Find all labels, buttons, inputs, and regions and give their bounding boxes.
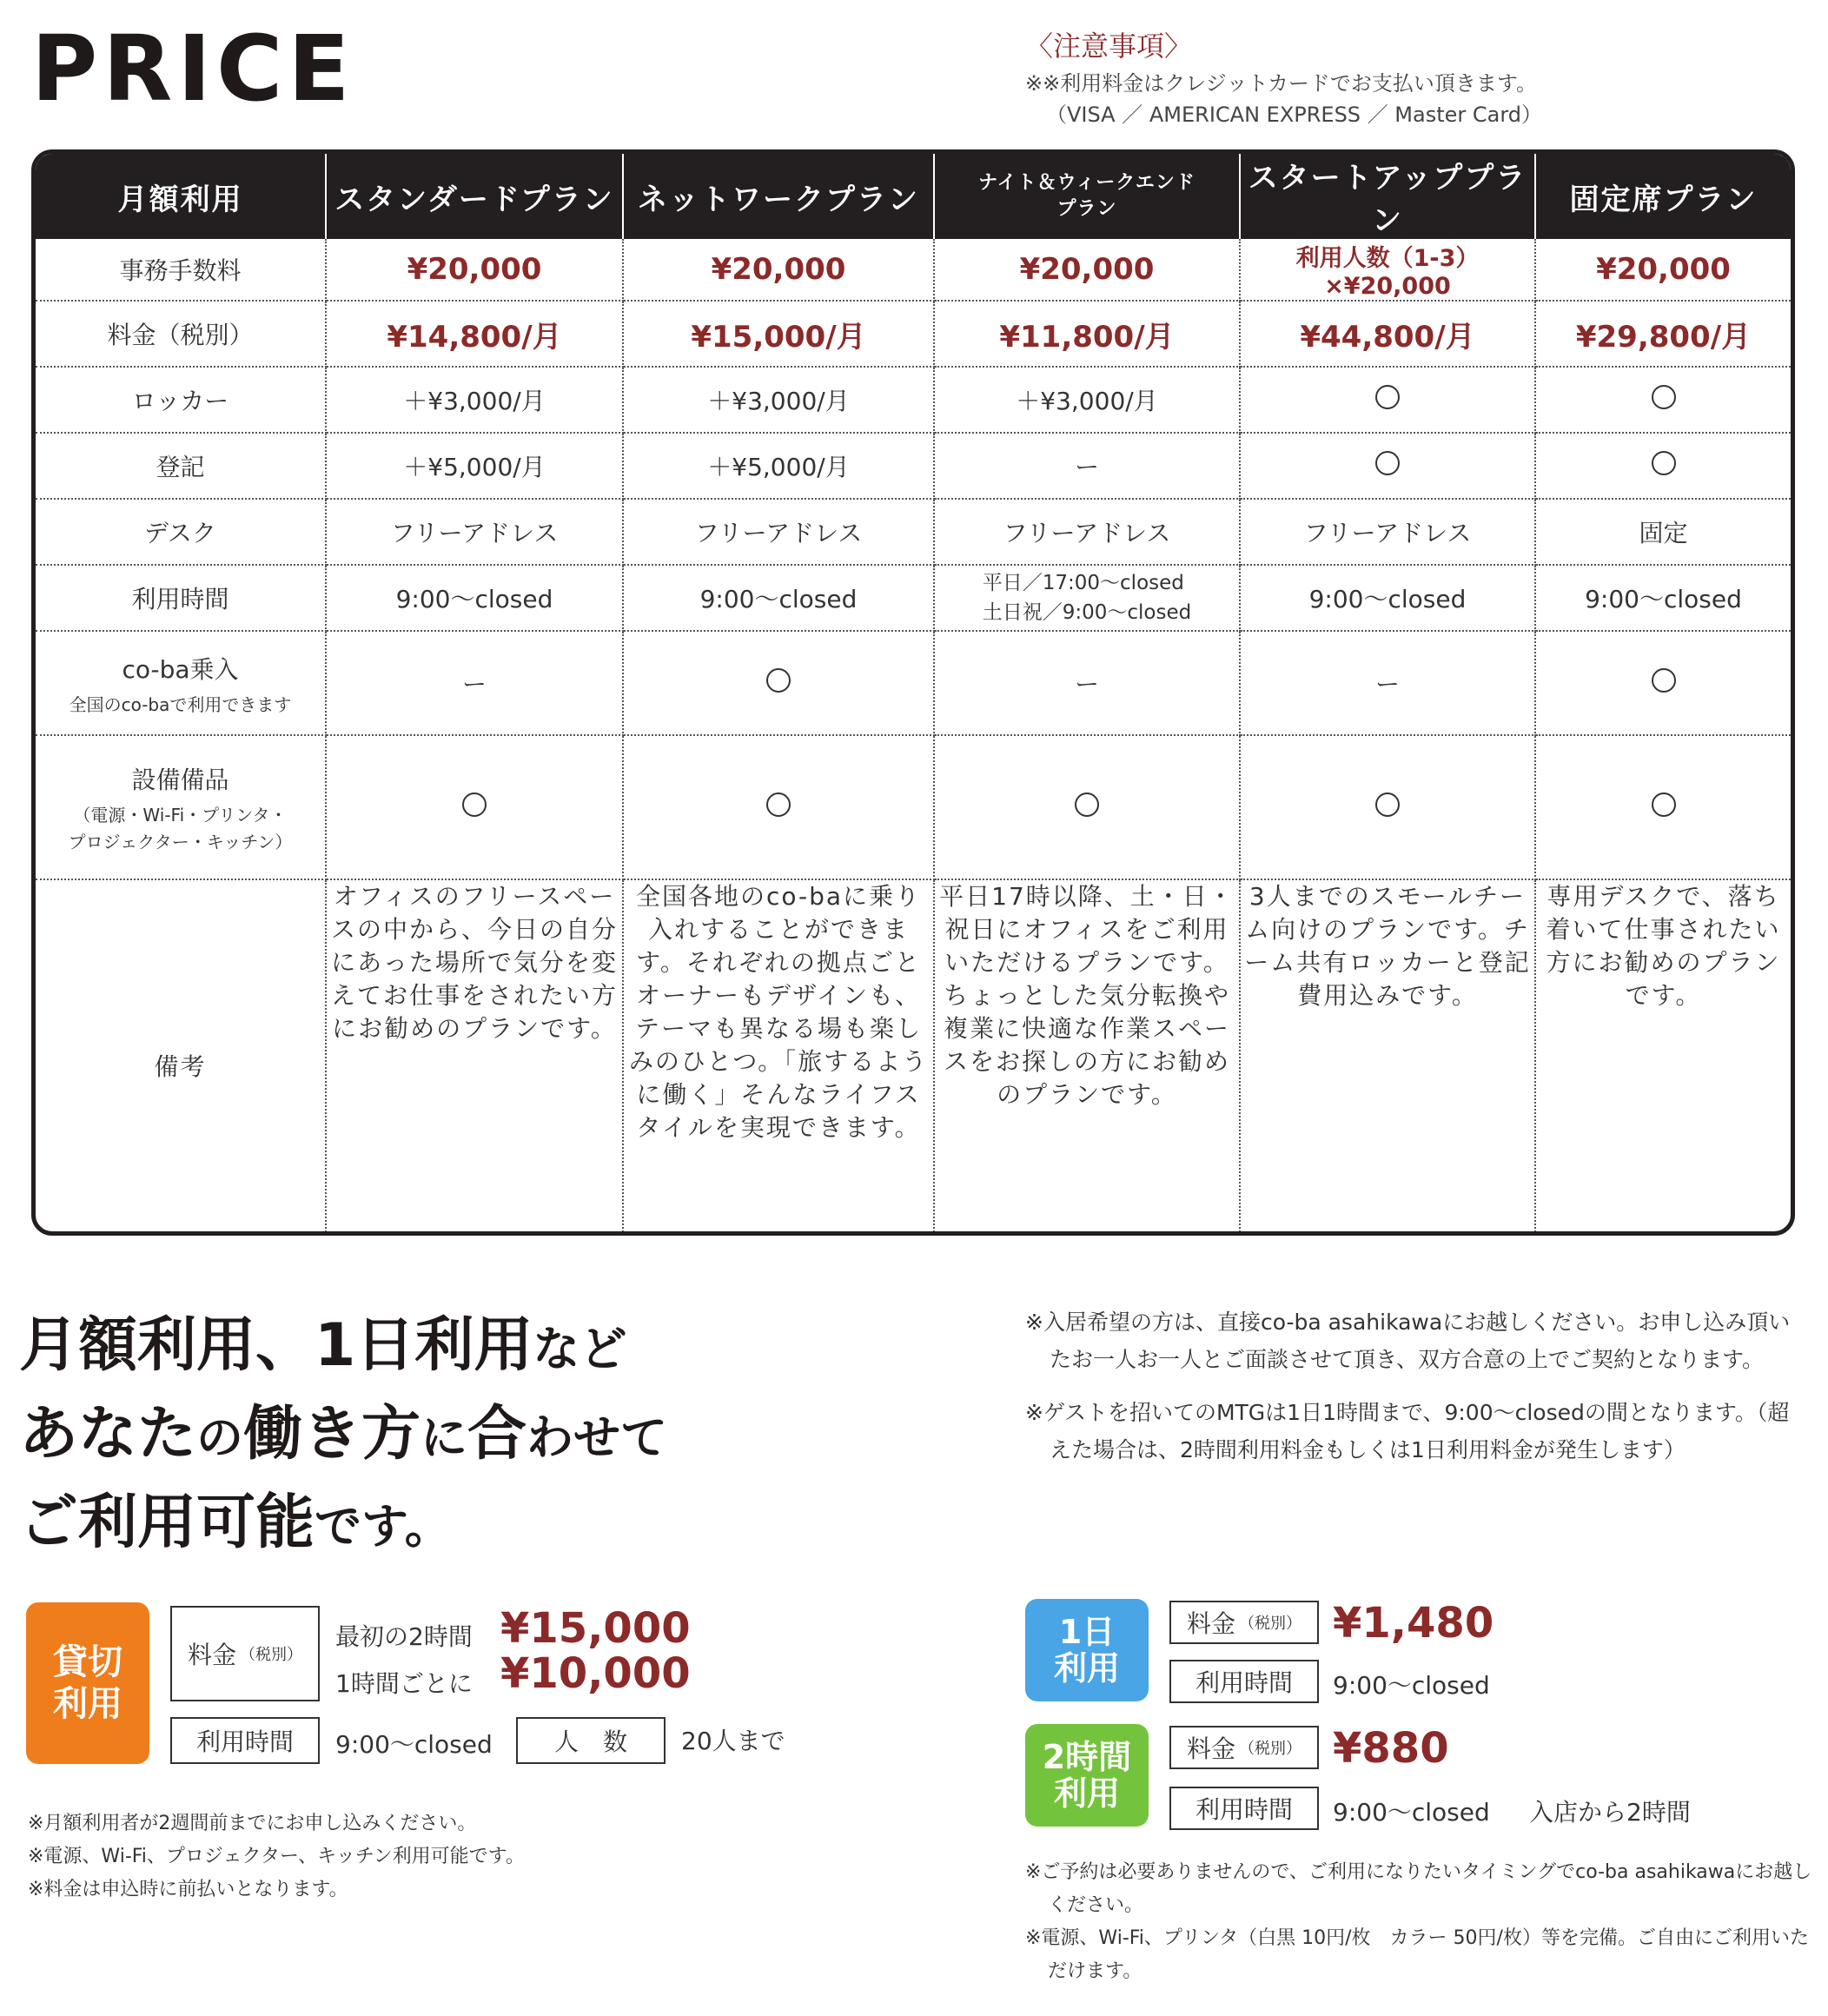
plan-header: ネットワークプラン — [623, 154, 934, 239]
cell — [1535, 631, 1791, 735]
cell: フリーアドレス — [934, 499, 1240, 565]
box-label-small: （税別） — [1239, 1615, 1301, 1633]
circle-icon — [1375, 385, 1400, 409]
badge-text: 利用 — [53, 1684, 123, 1724]
plan-header: スタートアッププラン — [1240, 154, 1535, 239]
row-label-main: co-ba乗入 — [122, 654, 239, 684]
charter-hourly-price: ¥10,000 — [500, 1649, 691, 1698]
day-hours-value: 9:00〜closed — [1333, 1671, 1490, 1700]
cell: ¥29,800/月 — [1535, 301, 1791, 367]
row-label-main: 設備備品 — [131, 766, 229, 794]
cell: ー — [934, 433, 1240, 499]
circle-icon — [1375, 792, 1400, 817]
remark-cell: 全国各地のco-baに乗り入れすることができます。それぞれの拠点ごとオーナーもデザインも、テーマも異なる場も楽しみのひとつ。「旅するように働く」そんなライフスタイルを実現できます。 — [623, 879, 934, 1236]
badge-text: 利用 — [1053, 1774, 1120, 1813]
plan-header — [934, 154, 1240, 239]
tagline-text: あなた — [19, 1400, 197, 1469]
cell — [623, 735, 934, 879]
conditions — [1025, 1303, 1807, 1484]
cell: ＋¥3,000/月 — [934, 367, 1240, 433]
charter-people-label: 人 数 — [516, 1717, 666, 1764]
two-fee-label — [1169, 1726, 1319, 1769]
row-label: 備考 — [36, 879, 326, 1236]
table-row — [36, 433, 1791, 499]
tagline-text: 働き方 — [243, 1400, 421, 1469]
two-hours-extra: 入店から2時間 — [1529, 1798, 1691, 1827]
circle-icon — [766, 668, 791, 693]
charter-hours-value: 9:00〜closed — [335, 1730, 493, 1759]
box-label: 料金 — [1186, 1734, 1235, 1763]
two-hours-label: 利用時間 — [1169, 1787, 1319, 1830]
cell — [934, 735, 1240, 879]
circle-icon — [1652, 668, 1676, 693]
cell: 利用人数（1-3）×¥20,000 — [1240, 239, 1535, 301]
charter-hourly-label: 1時間ごとに — [335, 1669, 473, 1698]
cell: 9:00〜closed — [326, 565, 623, 631]
notice-heading: 〈注意事項〉 — [1025, 30, 1193, 63]
note-item: ※料金は申込時に前払いとなります。 — [28, 1879, 348, 1900]
note-item: ※電源、Wi-Fi、プリンタ（白黒 10円/枚 カラー 50円/枚）等を完備。ご自由にご利用いただけます。 — [1025, 1927, 1809, 1982]
tagline-text: です。 — [315, 1499, 452, 1554]
two-hours-value: 9:00〜closed — [1333, 1798, 1490, 1827]
cell: ＋¥5,000/月 — [623, 433, 934, 499]
plan-header: 固定席プラン — [1535, 154, 1791, 239]
charter-first-label: 最初の2時間 — [335, 1622, 473, 1651]
badge-text: 2時間 — [1042, 1738, 1132, 1776]
row-label: 事務手数料 — [36, 239, 326, 301]
notice-block — [1025, 24, 1807, 130]
plan-header: スタンダードプラン — [326, 154, 623, 239]
cell: ¥20,000 — [326, 239, 623, 301]
cell: フリーアドレス — [326, 499, 623, 565]
tagline-text: 合 — [467, 1400, 527, 1469]
cell — [1240, 367, 1535, 433]
remark-cell: 平日17時以降、土・日・祝日にオフィスをご利用いただけるプランです。ちょっとした気分転換や複業に快適な作業スペースをお探しの方にお勧めのプランです。 — [934, 879, 1240, 1236]
hours-weekend: 土日祝／9:00〜closed — [982, 601, 1192, 624]
box-label: 料金 — [1186, 1609, 1235, 1638]
cell: ¥11,800/月 — [934, 301, 1240, 367]
notice-line: ※※利用料金はクレジットカードでお支払い頂きます。 — [1025, 71, 1537, 96]
cell: ¥20,000 — [934, 239, 1240, 301]
badge-text: 1日 — [1058, 1613, 1116, 1651]
cell — [934, 565, 1240, 631]
badge-text: 貸切 — [53, 1642, 123, 1682]
circle-icon — [1075, 792, 1099, 817]
charter-hours-label: 利用時間 — [170, 1717, 320, 1764]
bottom-notes — [1025, 1856, 1816, 1988]
cell — [1240, 735, 1535, 879]
page-title: PRICE — [31, 16, 355, 122]
badge-text: 利用 — [1053, 1649, 1120, 1688]
cell: 9:00〜closed — [1535, 565, 1791, 631]
cell: ー — [1240, 631, 1535, 735]
box-label-small: （税別） — [240, 1646, 302, 1664]
table-row — [36, 735, 1791, 879]
cell — [1535, 367, 1791, 433]
cell: 9:00〜closed — [1240, 565, 1535, 631]
row-label: 料金（税別） — [36, 301, 326, 367]
remark-cell: 3人までのスモールチーム向けのプランです。チーム共有ロッカーと登記費用込みです。 — [1240, 879, 1535, 1236]
row-label-sub: 全国のco-baで利用できます — [69, 693, 292, 715]
row-label — [36, 631, 326, 735]
condition-item: ※ゲストを招いてのMTGは1日1時間まで、9:00〜closedの間となります。（超えた場合は、2時間利用料金もしくは1日利用料金が発生します） — [1025, 1400, 1790, 1462]
charter-people-value: 20人まで — [681, 1727, 785, 1755]
note-item: ※月額利用者が2週間前までにお申し込みください。 — [28, 1813, 477, 1834]
day-fee-label — [1169, 1601, 1319, 1644]
row-label: ロッカー — [36, 367, 326, 433]
cell: ¥44,800/月 — [1240, 301, 1535, 367]
charter-badge — [26, 1602, 149, 1764]
header-corner: 月額利用 — [36, 154, 326, 239]
notice-line: （VISA ／ AMERICAN EXPRESS ／ Master Card） — [1046, 103, 1543, 127]
remark-cell: オフィスのフリースペースの中から、今日の自分にあった場所で気分を変えてお仕事をされたい方にお勧めのプランです。 — [326, 879, 623, 1236]
cell: ー — [326, 631, 623, 735]
cell: フリーアドレス — [1240, 499, 1535, 565]
row-label — [36, 735, 326, 879]
cell: ¥14,800/月 — [326, 301, 623, 367]
tagline-text: など — [533, 1322, 627, 1376]
tagline-text: ご利用可能 — [19, 1489, 315, 1557]
plan-header-line1: ナイト＆ウィークエンド — [978, 172, 1195, 194]
cell — [1240, 433, 1535, 499]
cell: ¥15,000/月 — [623, 301, 934, 367]
two-price: ¥880 — [1333, 1724, 1449, 1773]
circle-icon — [462, 792, 487, 817]
cell: ＋¥5,000/月 — [326, 433, 623, 499]
table-row — [36, 239, 1791, 301]
cell: ＋¥3,000/月 — [623, 367, 934, 433]
table-header-row — [36, 154, 1791, 239]
remark-cell: 専用デスクで、落ち着いて仕事されたい方にお勧めのプランです。 — [1546, 882, 1781, 1010]
circle-icon — [1652, 451, 1676, 475]
circle-icon — [1652, 385, 1676, 409]
tagline-text: 月額利用、1日利用 — [19, 1311, 533, 1380]
tagline — [19, 1303, 667, 1569]
tagline-line — [19, 1392, 667, 1481]
table-row — [36, 499, 1791, 565]
two-hour-badge — [1025, 1724, 1149, 1827]
cell: ＋¥3,000/月 — [326, 367, 623, 433]
charter-notes — [28, 1807, 525, 1907]
price-table — [31, 149, 1795, 1236]
row-label: 利用時間 — [36, 565, 326, 631]
plan-header-line2: プラン — [1056, 198, 1117, 220]
cell — [1535, 433, 1791, 499]
row-label-sub: （電源・Wi-Fi・プリンタ・ — [73, 805, 288, 826]
charter-fee-label — [170, 1606, 320, 1701]
row-label: デスク — [36, 499, 326, 565]
tagline-line — [19, 1303, 667, 1392]
cell: 固定 — [1535, 499, 1791, 565]
cell: フリーアドレス — [623, 499, 934, 565]
tagline-line — [19, 1481, 667, 1569]
table-row — [36, 879, 1791, 1236]
box-label-small: （税別） — [1239, 1740, 1301, 1758]
cell — [326, 735, 623, 879]
day-use-badge — [1025, 1599, 1149, 1701]
circle-icon — [1652, 792, 1676, 817]
table-row — [36, 367, 1791, 433]
circle-icon — [766, 792, 791, 817]
box-label: 料金 — [187, 1641, 236, 1669]
cell: ー — [934, 631, 1240, 735]
hours-weekday: 平日／17:00〜closed — [982, 572, 1184, 594]
note-item: ※ご予約は必要ありませんので、ご利用になりたいタイミングでco-ba asahikawaにお越しください。 — [1025, 1861, 1812, 1916]
day-hours-label: 利用時間 — [1169, 1660, 1319, 1703]
cell: 9:00〜closed — [623, 565, 934, 631]
table-row — [36, 301, 1791, 367]
row-label: 登記 — [36, 433, 326, 499]
tagline-text: わせて — [527, 1410, 668, 1465]
circle-icon — [1375, 451, 1400, 475]
tagline-text: に — [421, 1410, 468, 1465]
table-row — [36, 631, 1791, 735]
cell — [623, 631, 934, 735]
table-row — [36, 565, 1791, 631]
cell: ¥20,000 — [623, 239, 934, 301]
cell: ¥20,000 — [1535, 239, 1791, 301]
cell — [1535, 735, 1791, 879]
charter-first-price: ¥15,000 — [500, 1604, 691, 1653]
row-label-sub: プロジェクター・キッチン） — [68, 832, 293, 852]
note-item: ※電源、Wi-Fi、プロジェクター、キッチン利用可能です。 — [28, 1846, 525, 1867]
tagline-text: の — [196, 1410, 244, 1465]
day-price: ¥1,480 — [1333, 1599, 1494, 1648]
condition-item: ※入居希望の方は、直接co-ba asahikawaにお越しください。お申し込み頂いたお一人お一人とご面談させて頂き、双方合意の上でご契約となります。 — [1025, 1310, 1791, 1372]
